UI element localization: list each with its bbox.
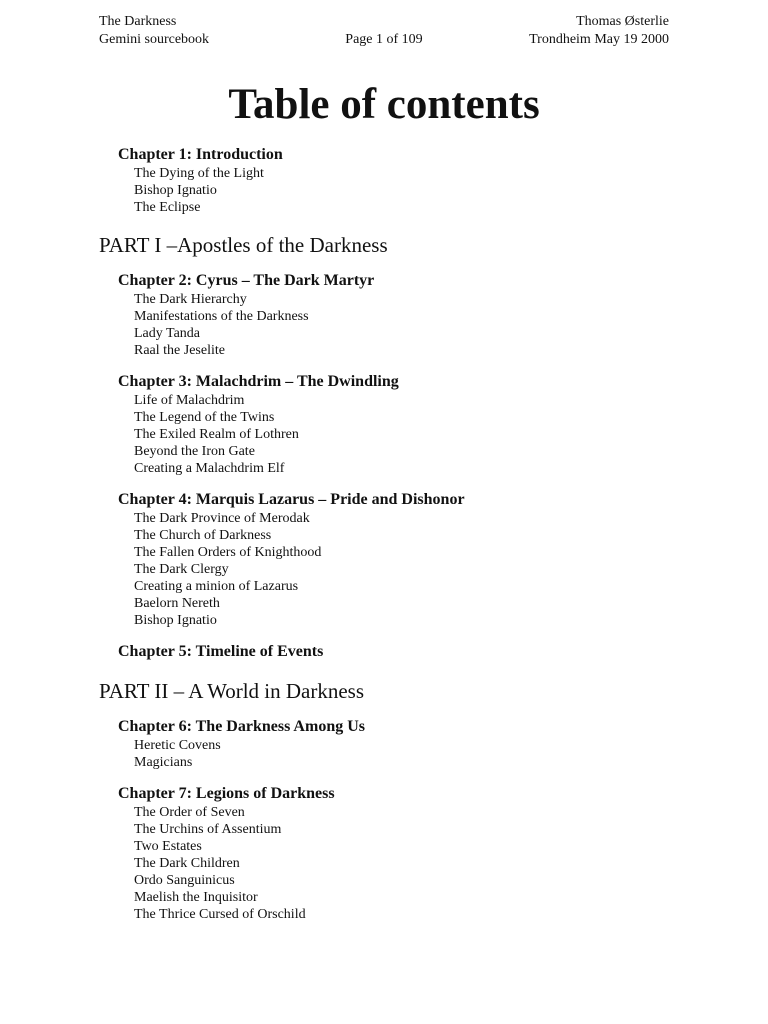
toc-item: The Urchins of Assentium xyxy=(134,822,282,837)
toc-item: The Fallen Orders of Knighthood xyxy=(134,545,322,560)
toc-item: Two Estates xyxy=(134,839,202,854)
toc-item: Life of Malachdrim xyxy=(134,393,245,408)
toc-item: The Dying of the Light xyxy=(134,166,264,181)
toc-item: Maelish the Inquisitor xyxy=(134,890,258,905)
header-author: Thomas Østerlie xyxy=(576,14,669,29)
page-header-row-2 xyxy=(99,31,669,49)
chapter-heading: Chapter 4: Marquis Lazarus – Pride and Dishonor xyxy=(118,491,465,508)
toc-item: Bishop Ignatio xyxy=(134,183,217,198)
toc-item: Manifestations of the Darkness xyxy=(134,309,309,324)
toc-item: The Church of Darkness xyxy=(134,528,272,543)
toc-item: The Legend of the Twins xyxy=(134,410,275,425)
page-header-row-1 xyxy=(99,13,669,31)
chapter-heading: Chapter 7: Legions of Darkness xyxy=(118,785,335,802)
toc-item: The Exiled Realm of Lothren xyxy=(134,427,299,442)
chapter-heading: Chapter 6: The Darkness Among Us xyxy=(118,718,365,735)
chapter-heading: Chapter 3: Malachdrim – The Dwindling xyxy=(118,373,399,390)
header-place-date: Trondheim May 19 2000 xyxy=(529,32,669,47)
toc-item: The Order of Seven xyxy=(134,805,245,820)
part-heading: PART II – A World in Darkness xyxy=(99,679,365,703)
table-of-contents xyxy=(99,145,699,923)
part-heading: PART I –Apostles of the Darkness xyxy=(99,233,388,257)
toc-item: Raal the Jeselite xyxy=(134,343,225,358)
toc-item: Magicians xyxy=(134,755,193,770)
toc-item: Heretic Covens xyxy=(134,738,221,753)
toc-item: Baelorn Nereth xyxy=(134,596,220,611)
toc-item: Lady Tanda xyxy=(134,326,201,341)
header-page-number: Page 1 of 109 xyxy=(345,32,423,47)
toc-item: The Thrice Cursed of Orschild xyxy=(134,907,306,922)
toc-item: The Dark Clergy xyxy=(134,562,229,577)
toc-item: Beyond the Iron Gate xyxy=(134,444,255,459)
toc-item: The Dark Children xyxy=(134,856,240,871)
toc-item: Creating a minion of Lazarus xyxy=(134,579,299,594)
toc-item: Bishop Ignatio xyxy=(134,613,217,628)
page-title: Table of contents xyxy=(228,81,540,128)
toc-item: Ordo Sanguinicus xyxy=(134,873,235,888)
toc-item: Creating a Malachdrim Elf xyxy=(134,461,285,476)
toc-item: The Dark Hierarchy xyxy=(134,292,247,307)
header-subtitle: Gemini sourcebook xyxy=(99,32,210,47)
chapter-heading: Chapter 1: Introduction xyxy=(118,146,283,163)
header-book-title: The Darkness xyxy=(99,14,177,29)
chapter-heading: Chapter 2: Cyrus – The Dark Martyr xyxy=(118,272,375,289)
toc-item: The Eclipse xyxy=(134,200,201,215)
toc-item: The Dark Province of Merodak xyxy=(134,511,310,526)
chapter-heading: Chapter 5: Timeline of Events xyxy=(118,643,324,660)
